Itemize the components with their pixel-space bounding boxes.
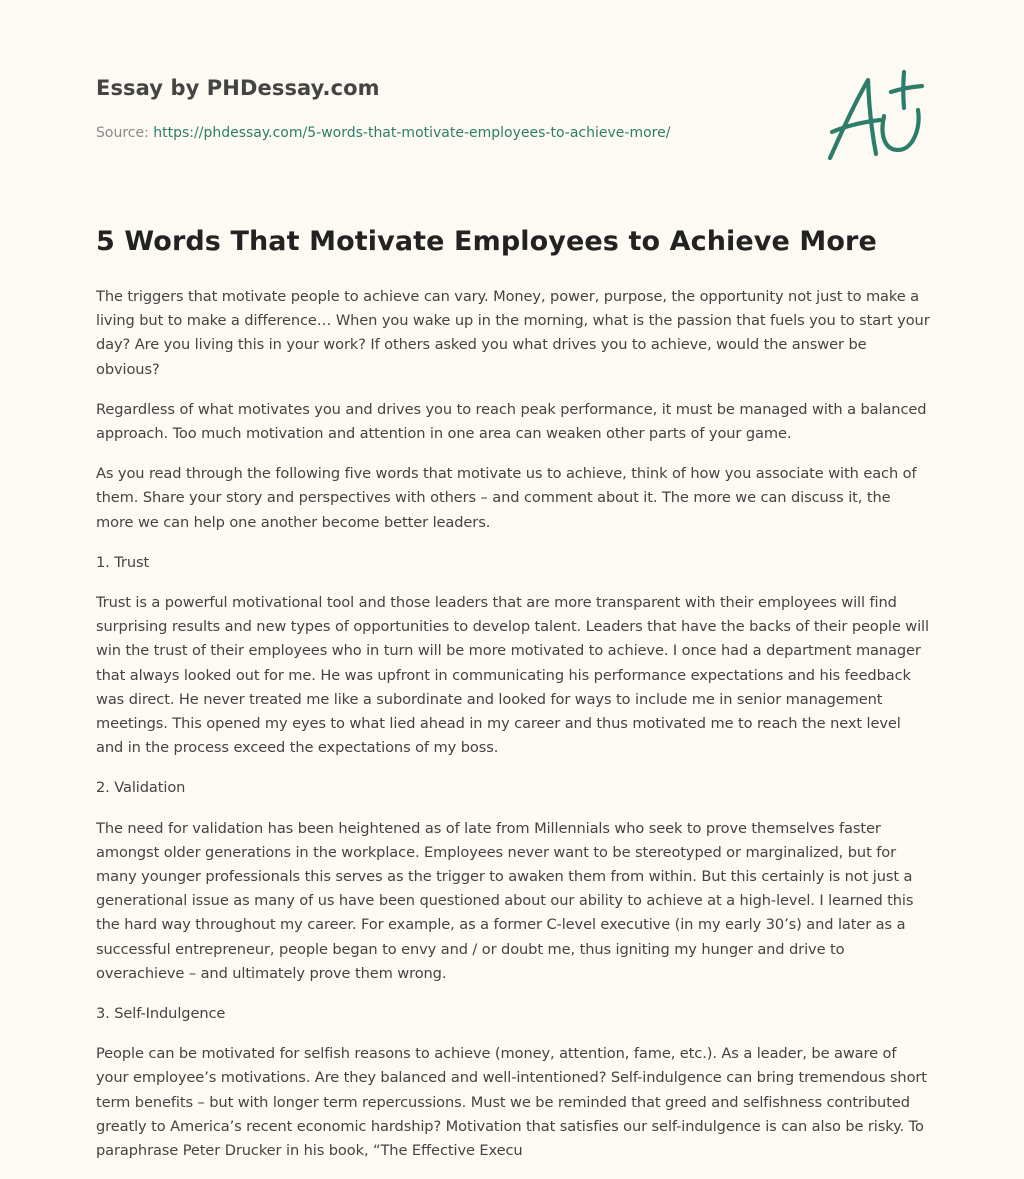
paragraph: The need for validation has been heightened as of late from Millennials who seek to prove themselves faster amongst older generations in the workplace. Employees never want to be stereotyped or marginalized, but for many younger professionals this serves as the trigger to awaken them from within. But this certainly is not just a generational issue as many of us have been questioned about our ability to achieve at a high-level. I learned this the hard way throughout my career. For example, as a former C-level executive (in my early 30’s) and later as a successful entrepreneur, people began to envy and / or doubt me, thus igniting my hunger and drive to overachieve – and ultimately prove them wrong. — [96, 819, 914, 982]
paragraph: Trust is a powerful motivational tool and those leaders that are more transparent with their employees will find surprising results and new types of opportunities to develop talent. Leaders that have the backs of their people will win the trust of their employees who in turn will be more motivated to achieve. I once had a department manager that always looked out for me. He was upfront in communicating his performance expectations and his feedback was direct. He never treated me like a subordinate and looked for ways to include me in senior management meetings. This opened my eyes to what lied ahead in my career and thus motivated me to reach the next level and in the process exceed the expectations of my boss. — [96, 594, 929, 757]
essay-body — [96, 285, 930, 1179]
a-plus-logo-icon — [818, 66, 930, 166]
section-heading-validation: 2. Validation — [96, 779, 186, 797]
source-line — [96, 125, 670, 141]
source-label: Source: — [96, 125, 149, 141]
site-title: Essay by PHDessay.com — [96, 76, 380, 100]
section-heading-self-indulgence: 3. Self-Indulgence — [96, 1005, 226, 1023]
section-heading-trust: 1. Trust — [96, 553, 150, 571]
paragraph: The triggers that motivate people to achieve can vary. Money, power, purpose, the opportunity not just to make a living but to make a difference… When you wake up in the morning, what is the passion that fuels you to start your day? Are you living this in your work? If others asked you what drives you to achieve, would the answer be obvious? — [96, 288, 930, 378]
essay-title: 5 Words That Motivate Employees to Achieve More — [96, 226, 877, 257]
paragraph: People can be motivated for selfish reasons to achieve (money, attention, fame, etc.). As a leader, be aware of your employee’s motivations. Are they balanced and well-intentioned? Self-indulgence can bring tremendous short term benefits – but with longer term repercussions. Must we be reminded that greed and selfishness contributed greatly to America’s recent economic hardship? Motivation that satisfies our self-indulgence is can also be risky. To paraphrase Peter Drucker in his book, “The Effective Execu — [96, 1045, 927, 1160]
paragraph: As you read through the following five words that motivate us to achieve, think of how you associate with each of them. Share your story and perspectives with others – and comment about it. The more we can discuss it, the more we can help one another become better leaders. — [96, 465, 917, 531]
source-link[interactable]: https://phdessay.com/5-words-that-motivate-employees-to-achieve-more/ — [153, 125, 671, 141]
paragraph: Regardless of what motivates you and drives you to reach peak performance, it must be managed with a balanced approach. Too much motivation and attention in one area can weaken other parts of your game. — [96, 400, 927, 443]
